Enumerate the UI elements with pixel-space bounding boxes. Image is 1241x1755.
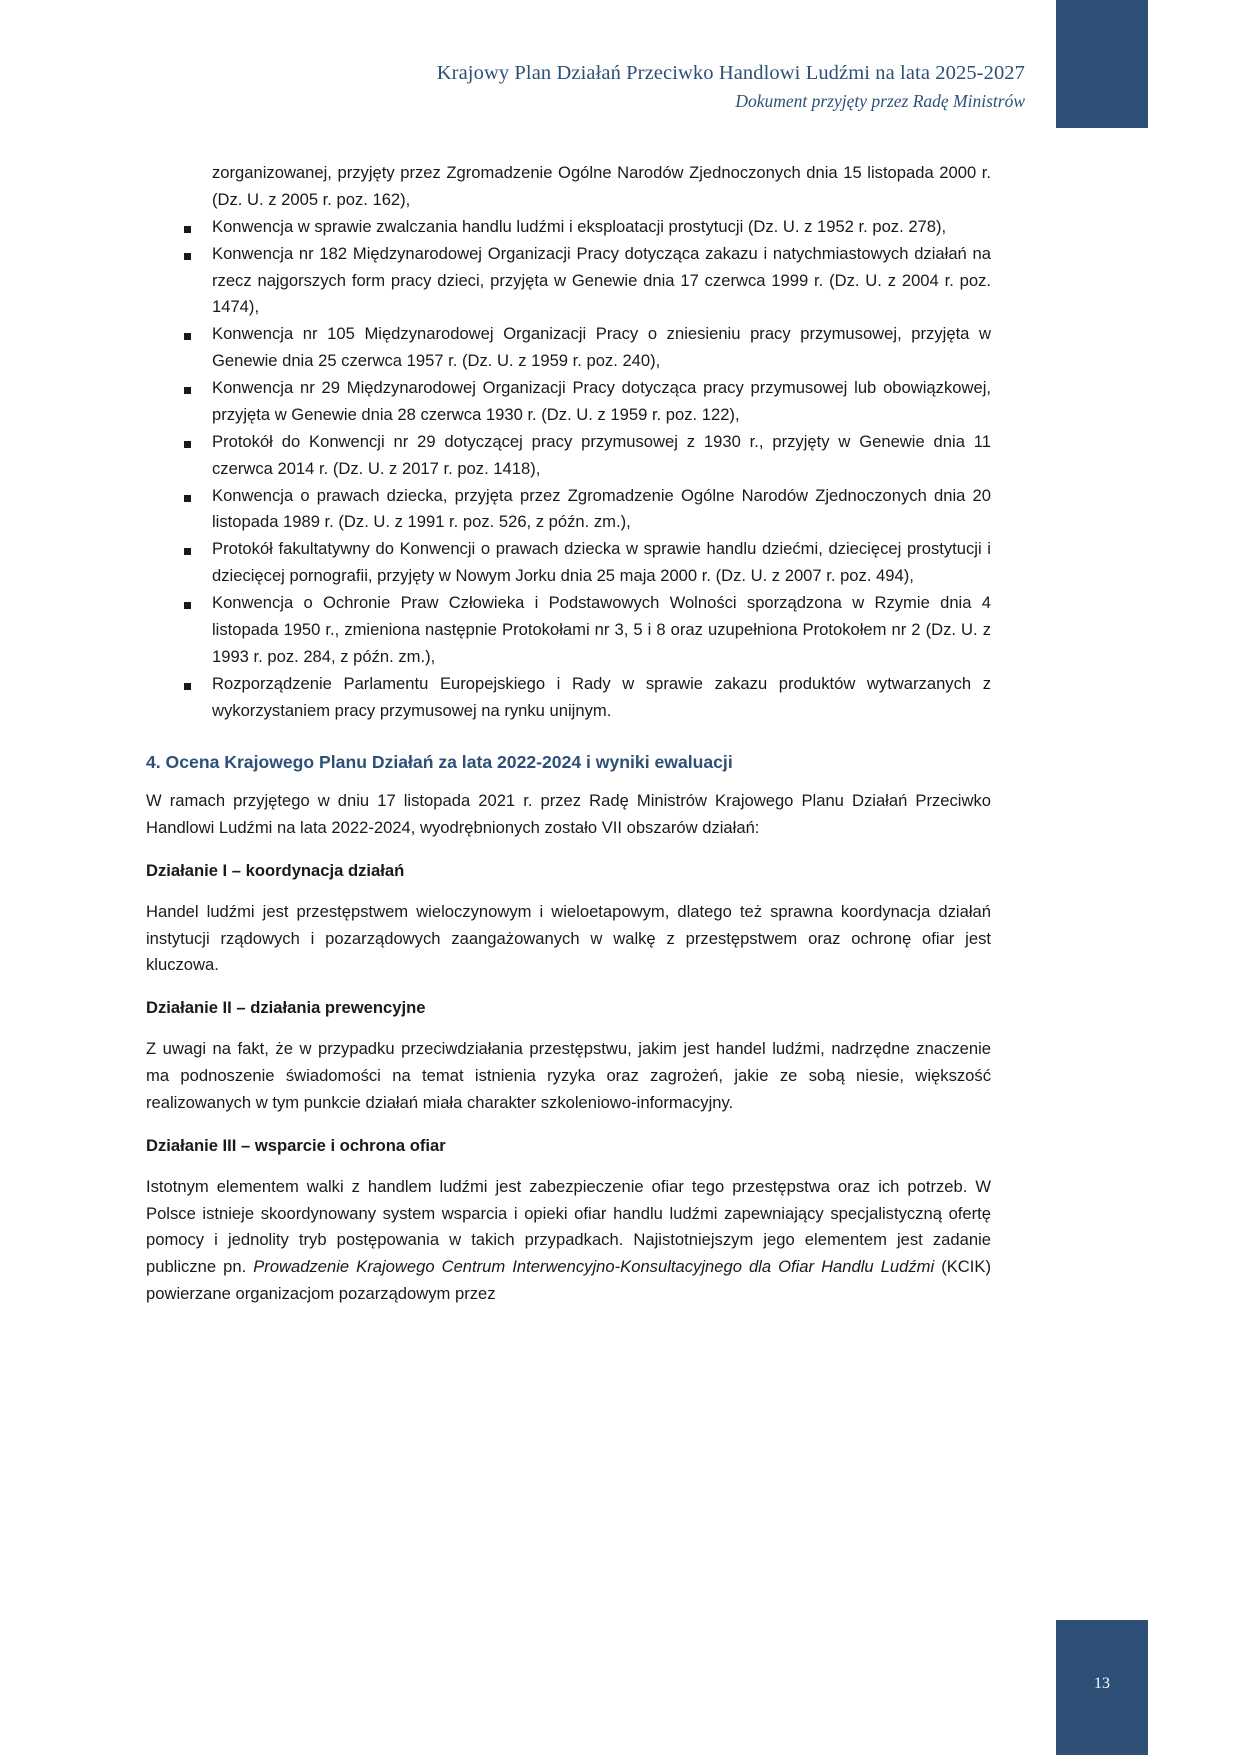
action-3-text-part2: (KCIK) powierzane organizacjom pozarządowym przez: [146, 1257, 991, 1304]
list-item: Protokół fakultatywny do Konwencji o prawach dziecka w sprawie handlu dziećmi, dziecięcej prostytucji i dziecięcej pornografii, przyjęty w Nowym Jorku dnia 25 maja 2000 r. (Dz. U. z 2007 r. poz. 494),: [146, 536, 991, 590]
list-item: Konwencja o Ochronie Praw Człowieka i Podstawowych Wolności sporządzona w Rzymie dnia 4 listopada 1950 r., zmieniona następnie Protokołami nr 3, 5 i 8 oraz uzupełniona Protokołem nr 2 (Dz. U. z 1993 r. poz. 284, z późn. zm.),: [146, 590, 991, 671]
footer-decoration-block: [1056, 1620, 1148, 1755]
list-item: Konwencja w sprawie zwalczania handlu ludźmi i eksploatacji prostytucji (Dz. U. z 1952 r. poz. 278),: [146, 214, 991, 241]
header-decoration-block: [1056, 0, 1148, 128]
action-3-heading: Działanie III – wsparcie i ochrona ofiar: [146, 1135, 446, 1155]
continued-paragraph: zorganizowanej, przyjęty przez Zgromadzenie Ogólne Narodów Zjednoczonych dnia 15 listopada 2000 r. (Dz. U. z 2005 r. poz. 162),: [212, 163, 991, 209]
list-item: Protokół do Konwencji nr 29 dotyczącej pracy przymusowej z 1930 r., przyjęty w Genewie dnia 11 czerwca 2014 r. (Dz. U. z 2017 r. poz. 1418),: [146, 429, 991, 483]
document-title: Krajowy Plan Działań Przeciwko Handlowi Ludźmi na lata 2025-2027: [436, 62, 1025, 84]
action-3-emphasis: Prowadzenie Krajowego Centrum Interwencyjno-Konsultacyjnego dla Ofiar Handlu Ludźmi: [253, 1257, 935, 1277]
action-1-paragraph: Handel ludźmi jest przestępstwem wieloczynowym i wieloetapowym, dlatego też sprawna koordynacja działań instytucji rządowych i pozarządowych zaangażowanych w walkę z przestępstwem oraz ochronę ofiar jest kluczowa.: [146, 901, 991, 975]
list-item: Konwencja o prawach dziecka, przyjęta przez Zgromadzenie Ogólne Narodów Zjednoczonych dnia 20 listopada 1989 r. (Dz. U. z 1991 r. poz. 526, z późn. zm.),: [146, 483, 991, 537]
action-3-text-part1: Istotnym elementem walki z handlem ludźmi jest zabezpieczenie ofiar tego przestępstwa oraz ich potrzeb. W Polsce istnieje skoordynowany system wsparcia i opieki ofiar handlu ludźmi zapewniający specjalistyczną ofertę pomocy i jednolity tryb postępowania w takich przypadkach. Najistotniejszym jego elementem jest zadanie publiczne pn.: [146, 1176, 991, 1277]
action-1-heading: Działanie I – koordynacja działań: [146, 860, 405, 880]
document-body: [146, 160, 991, 1324]
document-subtitle: Dokument przyjęty przez Radę Ministrów: [735, 90, 1025, 111]
action-2-heading: Działanie II – działania prewencyjne: [146, 998, 426, 1018]
section-intro-paragraph: W ramach przyjętego w dniu 17 listopada 2021 r. przez Radę Ministrów Krajowego Planu Działań Przeciwko Handlowi Ludźmi na lata 2022-2024, wyodrębnionych zostało VII obszarów działań:: [146, 791, 991, 837]
list-item: Konwencja nr 182 Międzynarodowej Organizacji Pracy dotycząca zakazu i natychmiastowych działań na rzecz najgorszych form pracy dzieci, przyjęta w Genewie dnia 17 czerwca 1999 r. (Dz. U. z 2004 r. poz. 1474),: [146, 241, 991, 322]
action-3-paragraph: [146, 1174, 991, 1308]
list-item: Konwencja nr 29 Międzynarodowej Organizacji Pracy dotycząca pracy przymusowej lub obowiązkowej, przyjęta w Genewie dnia 28 czerwca 1930 r. (Dz. U. z 1959 r. poz. 122),: [146, 375, 991, 429]
section-heading-4: 4. Ocena Krajowego Planu Działań za lata 2022-2024 i wyniki ewaluacji: [146, 752, 733, 773]
list-item: Konwencja nr 105 Międzynarodowej Organizacji Pracy o zniesieniu pracy przymusowej, przyjęta w Genewie dnia 25 czerwca 1957 r. (Dz. U. z 1959 r. poz. 240),: [146, 321, 991, 375]
page-header: [145, 60, 1025, 114]
legal-instruments-list: [146, 214, 991, 725]
page-number: 13: [1094, 1675, 1110, 1692]
action-2-paragraph: Z uwagi na fakt, że w przypadku przeciwdziałania przestępstwu, jakim jest handel ludźmi, nadrzędne znaczenie ma podnoszenie świadomości na temat istnienia ryzyka oraz zagrożeń, jakie ze sobą niesie, większość realizowanych w tym punkcie działań miała charakter szkoleniowo-informacyjny.: [146, 1039, 991, 1112]
list-item: Rozporządzenie Parlamentu Europejskiego i Rady w sprawie zakazu produktów wytwarzanych z wykorzystaniem pracy przymusowej na rynku unijnym.: [146, 671, 991, 725]
